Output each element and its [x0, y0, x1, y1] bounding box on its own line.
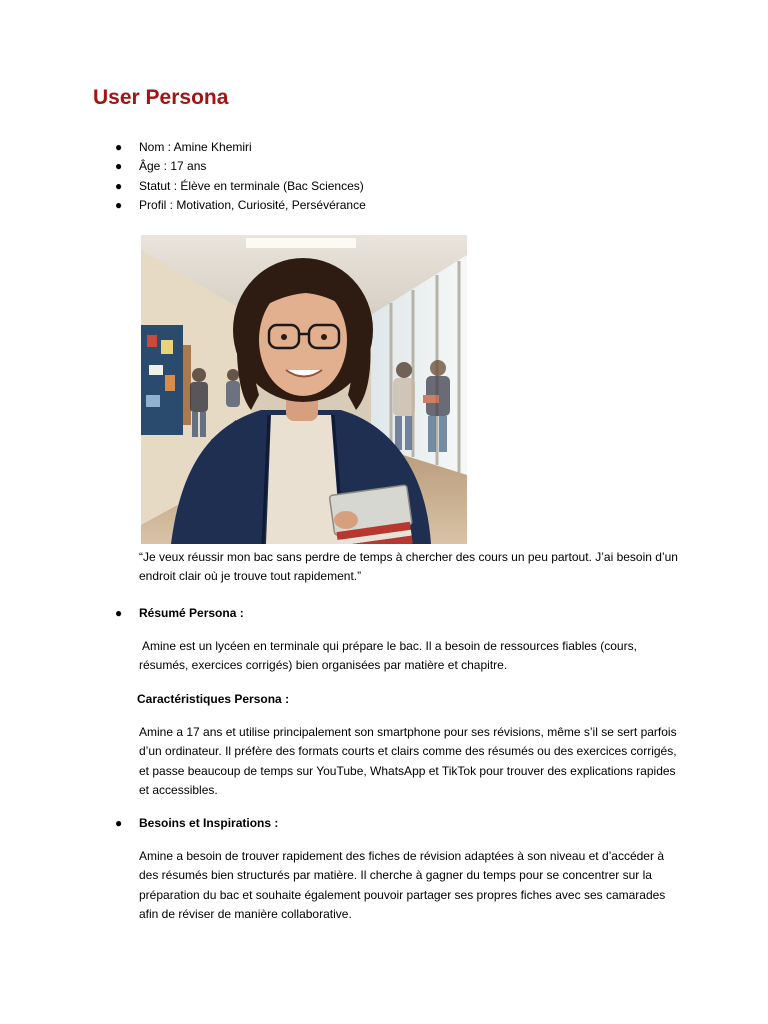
caracteristiques-body: Amine a 17 ans et utilise principalement son smartphone pour ses révisions, même s’il se sert parfois d’un ordinateur. Il préfère des formats courts et clairs comme des résumés ou des exercices corrigés, et passe beaucoup de temps sur YouTube, WhatsApp et TikTok pour trouver des explications rapides et accessibles.: [139, 725, 677, 797]
page-title: User Persona: [93, 86, 229, 109]
bullet-icon: ●: [115, 606, 123, 620]
resume-body: Amine est un lycéen en terminale qui prépare le bac. Il a besoin de ressources fiables (cours, résumés, exercices corrigés) bien organisées par matière et chapitre.: [139, 639, 637, 673]
list-item: [115, 157, 366, 176]
persona-facts-list: [115, 138, 366, 215]
fact-profile: Profil : Motivation, Curiosité, Persévérance: [139, 197, 366, 212]
fact-status: Statut : Élève en terminale (Bac Sciences): [139, 178, 364, 193]
fact-name: Nom : Amine Khemiri: [139, 140, 252, 154]
bullet-icon: ●: [115, 197, 123, 212]
bullet-icon: ●: [115, 816, 123, 830]
bullet-icon: ●: [115, 140, 123, 154]
list-item: [115, 196, 366, 215]
bullet-icon: ●: [115, 159, 123, 174]
besoins-heading: Besoins et Inspirations :: [139, 816, 279, 830]
resume-heading: Résumé Persona :: [139, 606, 244, 620]
persona-photo: [141, 235, 467, 544]
besoins-body: Amine a besoin de trouver rapidement des fiches de révision adaptées à son niveau et d’accéder à des résumés bien structurés par matière. Il cherche à gagner du temps pour se concentrer sur la préparation du bac et souhaite également pouvoir partager ses propres fiches avec ses camarades afin de réviser de manière collaborative.: [139, 849, 666, 921]
bullet-icon: ●: [115, 178, 123, 193]
persona-quote: “Je veux réussir mon bac sans perdre de temps à chercher des cours un peu partout. J’ai besoin d’un endroit clair où je trouve tout rapidement.”: [139, 550, 678, 584]
list-item: [115, 138, 366, 157]
list-item: [115, 177, 366, 196]
fact-age: Âge : 17 ans: [139, 159, 207, 174]
caracteristiques-heading: Caractéristiques Persona :: [137, 692, 290, 706]
